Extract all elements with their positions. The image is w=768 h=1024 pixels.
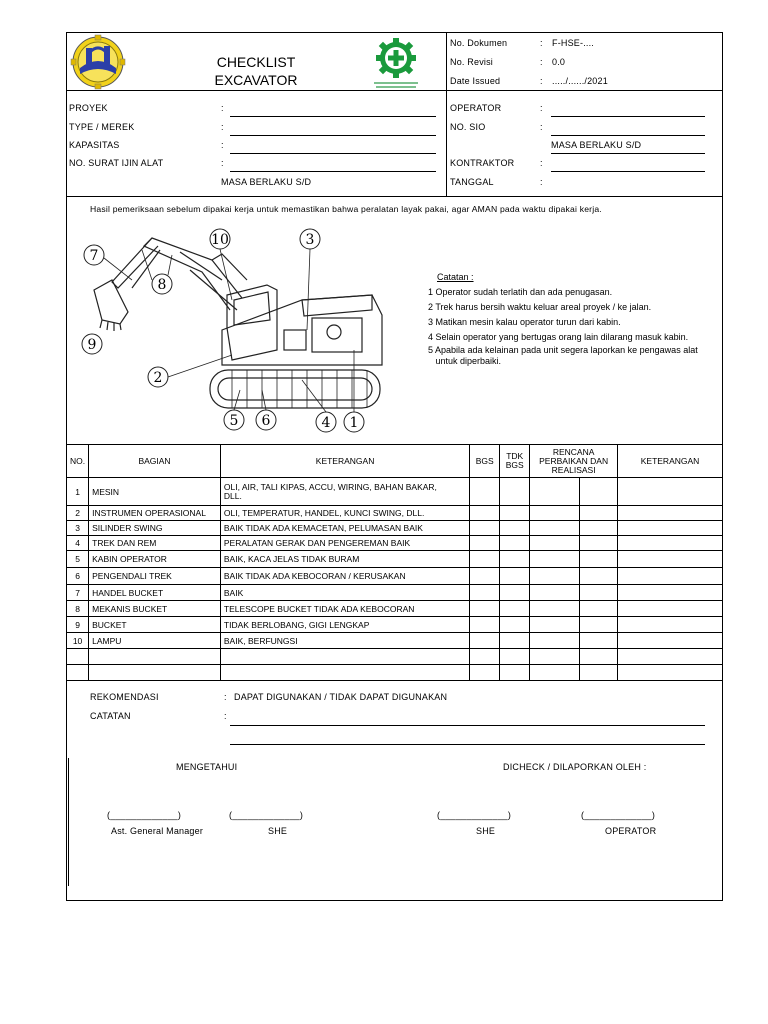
col-header-keterangan: KETERANGAN — [220, 445, 469, 478]
col-header-tdk-bgs: TDK BGS — [500, 445, 530, 478]
table-row — [67, 568, 723, 585]
doc-number-value: F-HSE-.... — [552, 38, 594, 48]
bgs-cell[interactable] — [470, 536, 500, 551]
tdk-bgs-cell[interactable] — [500, 601, 530, 617]
signer-she: SHE — [476, 826, 496, 836]
note-item: 2 Trek harus bersih waktu keluar areal proyek / ke jalan. — [428, 302, 652, 312]
row-no: 3 — [67, 521, 89, 536]
col-header-bgs: BGS — [470, 445, 500, 478]
tdk-bgs-cell[interactable] — [500, 585, 530, 601]
row-no: 5 — [67, 551, 89, 568]
intro-text: Hasil pemeriksaan sebelum dipakai kerja untuk memastikan bahwa peralatan layak pakai, agar AMAN pada waktu dipakai kerja. — [90, 204, 602, 214]
rencana-cell[interactable] — [530, 536, 580, 551]
realisasi-cell[interactable] — [580, 617, 618, 633]
realisasi-cell[interactable] — [580, 568, 618, 585]
tdk-bgs-cell[interactable] — [500, 551, 530, 568]
kapasitas-label: KAPASITAS — [69, 140, 120, 150]
colon: : — [540, 103, 543, 113]
colon: : — [221, 103, 224, 113]
table-row — [67, 585, 723, 601]
realisasi-cell[interactable] — [580, 585, 618, 601]
date-issued-value: ...../....../2021 — [552, 76, 608, 86]
realisasi-cell[interactable] — [580, 601, 618, 617]
realisasi-cell[interactable] — [580, 551, 618, 568]
colon: : — [540, 76, 543, 86]
row-no: 2 — [67, 506, 89, 521]
row-keterangan: TELESCOPE BUCKET TIDAK ADA KEBOCORAN — [220, 601, 469, 617]
type-merek-field[interactable] — [230, 135, 436, 136]
checklist-table — [66, 444, 723, 681]
diagram-number: 1 — [349, 415, 359, 431]
diagram-number: 5 — [229, 413, 239, 429]
row-no: 8 — [67, 601, 89, 617]
proyek-field[interactable] — [230, 116, 436, 117]
row-no: 4 — [67, 536, 89, 551]
tdk-bgs-cell[interactable] — [500, 536, 530, 551]
row-no: 6 — [67, 568, 89, 585]
doc-number-label: No. Dokumen — [450, 38, 508, 48]
signature-blank[interactable]: (_____________) — [581, 810, 656, 820]
table-row — [67, 536, 723, 551]
date-issued-label: Date Issued — [450, 76, 501, 86]
bgs-cell[interactable] — [470, 585, 500, 601]
rencana-cell[interactable] — [530, 617, 580, 633]
signer-operator: OPERATOR — [605, 826, 657, 836]
proyek-label: PROYEK — [69, 103, 108, 113]
keterangan-cell[interactable] — [618, 551, 723, 568]
row-bagian: BUCKET — [89, 617, 221, 633]
diagram-number: 2 — [153, 370, 163, 386]
masa-berlaku-right-label: MASA BERLAKU S/D — [551, 140, 642, 150]
row-bagian: MEKANIS BUCKET — [89, 601, 221, 617]
row-bagian: LAMPU — [89, 633, 221, 649]
realisasi-cell[interactable] — [580, 633, 618, 649]
colon: : — [540, 57, 543, 67]
keterangan-cell[interactable] — [618, 506, 723, 521]
colon: : — [224, 692, 227, 702]
no-surat-field[interactable] — [230, 171, 436, 172]
table-row — [67, 617, 723, 633]
row-keterangan: BAIK, BERFUNGSI — [220, 633, 469, 649]
mengetahui-label: MENGETAHUI — [176, 762, 238, 772]
rencana-cell[interactable] — [530, 478, 580, 506]
bgs-cell[interactable] — [470, 568, 500, 585]
excavator-diagram — [72, 220, 398, 442]
signature-blank[interactable]: (_____________) — [229, 810, 304, 820]
keterangan-cell[interactable] — [618, 585, 723, 601]
colon: : — [221, 158, 224, 168]
table-row-empty — [67, 649, 723, 665]
table-row — [67, 551, 723, 568]
tanggal-label: TANGGAL — [450, 177, 494, 187]
bgs-cell[interactable] — [470, 551, 500, 568]
colon: : — [221, 140, 224, 150]
row-keterangan: OLI, AIR, TALI KIPAS, ACCU, WIRING, BAHAN BAKAR, DLL. — [220, 478, 469, 506]
rencana-cell[interactable] — [530, 633, 580, 649]
operator-label: OPERATOR — [450, 103, 502, 113]
col-header-keterangan-2: KETERANGAN — [618, 445, 723, 478]
rencana-cell[interactable] — [530, 521, 580, 536]
bgs-cell[interactable] — [470, 521, 500, 536]
row-keterangan: TIDAK BERLOBANG, GIGI LENGKAP — [220, 617, 469, 633]
row-no: 10 — [67, 633, 89, 649]
row-bagian: TREK DAN REM — [89, 536, 221, 551]
row-no: 9 — [67, 617, 89, 633]
divider — [66, 90, 723, 91]
masa-berlaku-left-label: MASA BERLAKU S/D — [221, 177, 312, 187]
signer-she: SHE — [268, 826, 288, 836]
title-line-2: EXCAVATOR — [214, 72, 298, 88]
keterangan-cell[interactable] — [618, 478, 723, 506]
rekomendasi-options[interactable]: DAPAT DIGUNAKAN / TIDAK DAPAT DIGUNAKAN — [234, 692, 448, 702]
revision-value: 0.0 — [552, 57, 566, 67]
row-bagian: MESIN — [89, 478, 221, 506]
tdk-bgs-cell[interactable] — [500, 478, 530, 506]
note-item: untuk diperbaiki. — [428, 356, 502, 366]
kapasitas-field[interactable] — [230, 153, 436, 154]
table-row — [67, 478, 723, 506]
realisasi-cell[interactable] — [580, 521, 618, 536]
type-merek-label: TYPE / MEREK — [69, 122, 135, 132]
row-bagian: HANDEL BUCKET — [89, 585, 221, 601]
row-no: 1 — [67, 478, 89, 506]
colon: : — [540, 177, 543, 187]
tdk-bgs-cell[interactable] — [500, 633, 530, 649]
table-row-empty — [67, 665, 723, 681]
note-item: 5 Apabila ada kelainan pada unit segera laporkan ke pengawas alat — [428, 345, 698, 355]
divider — [68, 758, 69, 886]
table-row — [67, 506, 723, 521]
tdk-bgs-cell[interactable] — [500, 506, 530, 521]
colon: : — [540, 158, 543, 168]
company-logo — [66, 34, 130, 90]
bgs-cell[interactable] — [470, 478, 500, 506]
note-item: 3 Matikan mesin kalau operator turun dari kabin. — [428, 317, 621, 327]
colon: : — [221, 122, 224, 132]
diagram-number: 10 — [211, 232, 229, 248]
no-surat-label: NO. SURAT IJIN ALAT — [69, 158, 164, 168]
row-keterangan: BAIK TIDAK ADA KEBOCORAN / KERUSAKAN — [220, 568, 469, 585]
masa-berlaku-field[interactable] — [551, 153, 705, 154]
title-line-1: CHECKLIST — [216, 54, 296, 70]
notes-heading: Catatan : — [437, 272, 474, 282]
kontraktor-label: KONTRAKTOR — [450, 158, 515, 168]
bgs-cell[interactable] — [470, 633, 500, 649]
rencana-cell[interactable] — [530, 506, 580, 521]
row-bagian: PENGENDALI TREK — [89, 568, 221, 585]
keterangan-cell[interactable] — [618, 601, 723, 617]
col-header-bagian: BAGIAN — [89, 445, 221, 478]
keterangan-cell[interactable] — [618, 536, 723, 551]
realisasi-cell[interactable] — [580, 536, 618, 551]
notes-block — [428, 270, 698, 367]
signature-blank[interactable]: (_____________) — [437, 810, 512, 820]
col-header-rencana: RENCANA PERBAIKAN DAN REALISASI — [530, 445, 618, 478]
keterangan-cell[interactable] — [618, 633, 723, 649]
bgs-cell[interactable] — [470, 617, 500, 633]
bgs-cell[interactable] — [470, 506, 500, 521]
row-keterangan: BAIK — [220, 585, 469, 601]
row-bagian: KABIN OPERATOR — [89, 551, 221, 568]
row-keterangan: OLI, TEMPERATUR, HANDEL, KUNCI SWING, DLL. — [220, 506, 469, 521]
revision-label: No. Revisi — [450, 57, 494, 67]
keterangan-cell[interactable] — [618, 568, 723, 585]
diagram-number: 7 — [89, 248, 99, 264]
dicheck-label: DICHECK / DILAPORKAN OLEH : — [503, 762, 647, 772]
tdk-bgs-cell[interactable] — [500, 568, 530, 585]
form-title — [166, 53, 346, 89]
divider — [446, 32, 447, 197]
keterangan-cell[interactable] — [618, 521, 723, 536]
row-keterangan: BAIK TIDAK ADA KEMACETAN, PELUMASAN BAIK — [220, 521, 469, 536]
colon: : — [540, 38, 543, 48]
kontraktor-field[interactable] — [551, 171, 705, 172]
catatan-label: CATATAN — [90, 711, 131, 721]
rekomendasi-label: REKOMENDASI — [90, 692, 159, 702]
tdk-bgs-cell[interactable] — [500, 617, 530, 633]
diagram-number: 9 — [87, 337, 97, 353]
row-keterangan: BAIK, KACA JELAS TIDAK BURAM — [220, 551, 469, 568]
k3-safety-logo — [368, 36, 424, 90]
tdk-bgs-cell[interactable] — [500, 521, 530, 536]
realisasi-cell[interactable] — [580, 506, 618, 521]
rencana-cell[interactable] — [530, 551, 580, 568]
col-header-no: NO. — [67, 445, 89, 478]
catatan-line[interactable] — [230, 725, 705, 726]
diagram-number: 3 — [305, 232, 315, 248]
no-sio-label: NO. SIO — [450, 122, 486, 132]
keterangan-cell[interactable] — [618, 617, 723, 633]
rencana-cell[interactable] — [530, 585, 580, 601]
row-keterangan: PERALATAN GERAK DAN PENGEREMAN BAIK — [220, 536, 469, 551]
diagram-number: 8 — [157, 277, 167, 293]
operator-field[interactable] — [551, 116, 705, 117]
colon: : — [224, 711, 227, 721]
row-bagian: INSTRUMEN OPERASIONAL — [89, 506, 221, 521]
table-row — [67, 521, 723, 536]
no-sio-field[interactable] — [551, 135, 705, 136]
rencana-cell[interactable] — [530, 601, 580, 617]
note-item: 4 Selain operator yang bertugas orang lain dilarang masuk kabin. — [428, 332, 689, 342]
row-bagian: SILINDER SWING — [89, 521, 221, 536]
divider — [66, 196, 723, 197]
signature-blank[interactable]: (_____________) — [107, 810, 182, 820]
realisasi-cell[interactable] — [580, 478, 618, 506]
table-row — [67, 633, 723, 649]
diagram-number: 4 — [321, 415, 331, 431]
rencana-cell[interactable] — [530, 568, 580, 585]
row-no: 7 — [67, 585, 89, 601]
diagram-number: 6 — [261, 413, 271, 429]
signer-ast-gm: Ast. General Manager — [111, 826, 204, 836]
table-row — [67, 601, 723, 617]
note-item: 1 Operator sudah terlatih dan ada penugasan. — [428, 287, 613, 297]
colon: : — [540, 122, 543, 132]
bgs-cell[interactable] — [470, 601, 500, 617]
catatan-line[interactable] — [230, 744, 705, 745]
table-header-row — [67, 445, 723, 478]
